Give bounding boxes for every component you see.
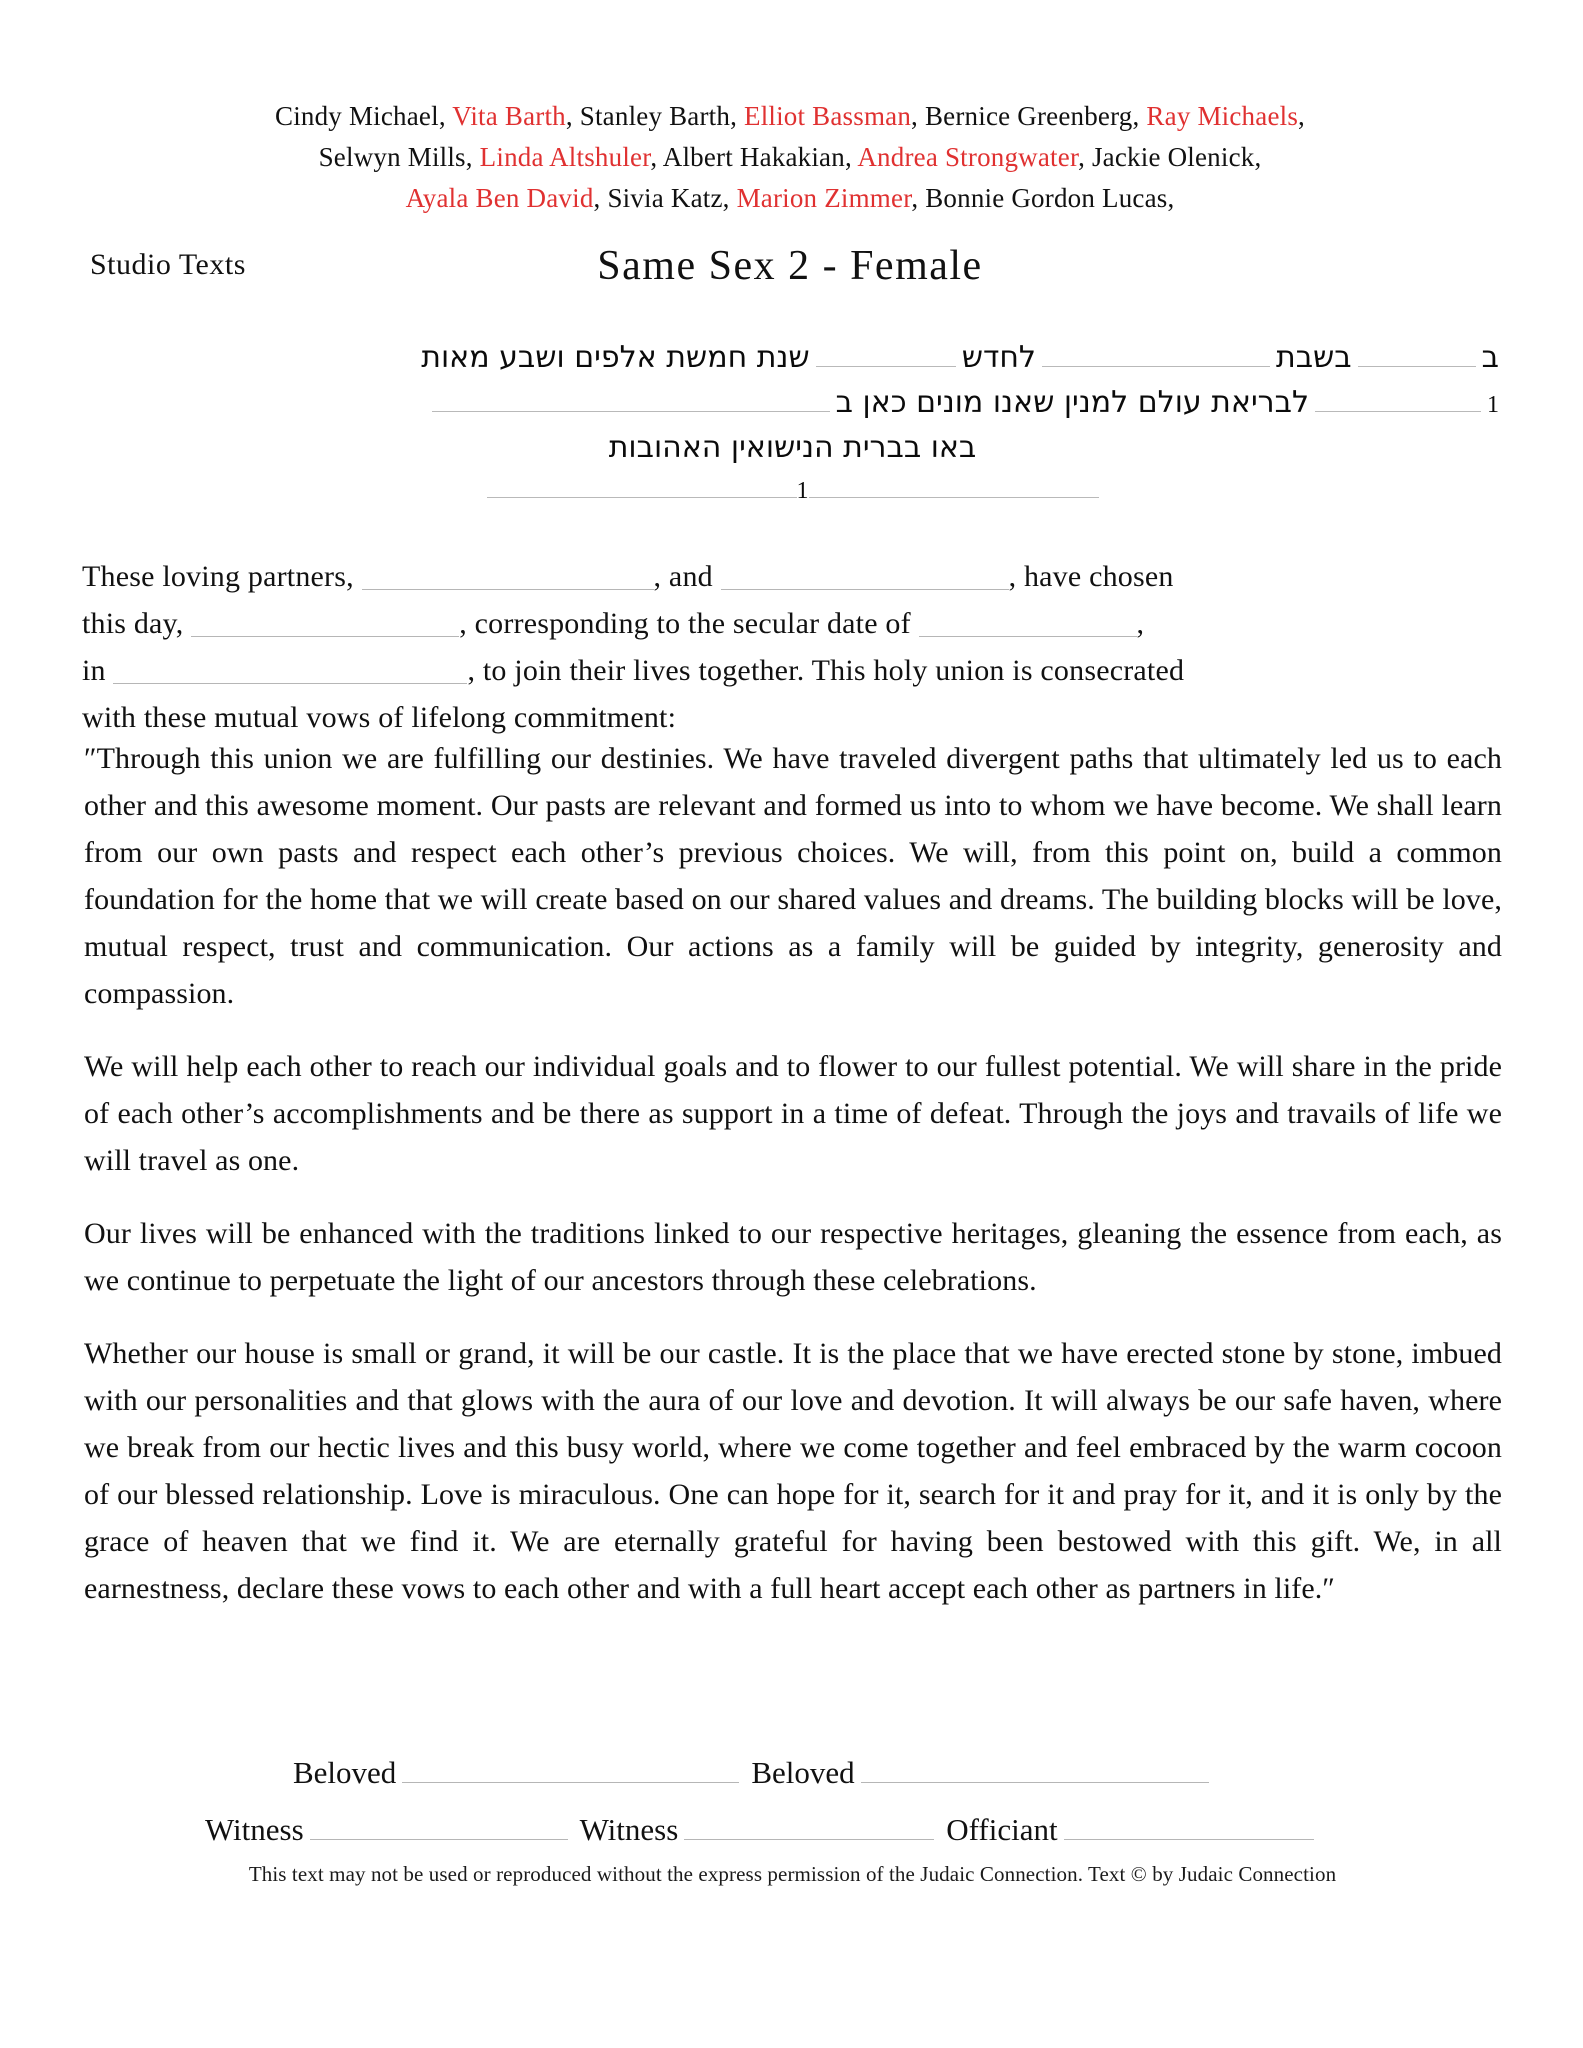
fill-text-secular-date: , corresponding to the secular date of: [459, 607, 911, 640]
hebrew-blank-names-right[interactable]: [809, 471, 1099, 498]
signature-label-officiant: Officiant: [946, 1812, 1058, 1847]
title-row: [80, 242, 1500, 302]
credit-separator: ,: [911, 101, 918, 131]
fill-line-3: [82, 647, 1502, 694]
credits-line-3: [80, 178, 1500, 219]
blank-partner-one[interactable]: [362, 559, 654, 590]
fill-text-this-day: this day,: [82, 607, 184, 640]
credit-name: Elliot Bassman: [744, 101, 912, 131]
vow-paragraph-4: Whether our house is small or grand, it will be our castle. It is the place that we have erected stone by stone, imbued with our personalities and that glows with the aura of our love and devotion. It will always be our safe haven, where we break from our hectic lives and this busy world, where we come together and feel embraced by the warm cocoon of our blessed relationship. Love is miraculous. One can hope for it, search for it and pray for it, and it is only by the grace of heaven that we find it. We are eternally grateful for having been bestowed with this gift. We, in all earnestness, declare these vows to each other and with a full heart accept each other as partners in life.″: [84, 1337, 1502, 1605]
fill-line-1: [82, 553, 1502, 600]
hebrew-word-beshabbat: בשבת: [1275, 340, 1352, 375]
credit-separator: ,: [844, 142, 852, 172]
hebrew-word-lachodesh: לחדש: [961, 340, 1036, 375]
vow-paragraph-3: Our lives will be enhanced with the traditions linked to our respective heritages, gleaning the essence from each, as we continue to perpetuate the light of our ancestors through these celebrations.: [84, 1217, 1502, 1297]
vow-paragraph-2: We will help each other to reach our individual goals and to flower to our fullest potential. We will share in the pride of each other’s accomplishments and be there as support in a time of defeat. Through the joys and travails of life we will travel as one.: [84, 1050, 1502, 1177]
hebrew-line-3: באו בברית הנישואין האהובות: [608, 430, 977, 465]
credit-separator: ,: [722, 183, 730, 213]
signature-line-witness-1[interactable]: [310, 1805, 568, 1840]
copyright-footer: This text may not be used or reproduced without the express permission of the Judaic Connection. Text © by Judaic Connection: [248, 1862, 1337, 1886]
hebrew-blank-names-left[interactable]: [487, 471, 797, 498]
credit-name: Bonnie Gordon Lucas: [925, 183, 1168, 213]
fill-line-4: [82, 694, 1502, 741]
hebrew-phrase-creation: לבריאת עולם למנין שאנו מונים כאן ב: [835, 385, 1309, 420]
blank-partner-two[interactable]: [721, 559, 1009, 590]
blank-secular-date[interactable]: [919, 606, 1137, 637]
credit-name: Linda Altshuler: [479, 142, 651, 172]
signature-label-beloved-2: Beloved: [751, 1755, 855, 1790]
blank-location[interactable]: [113, 653, 467, 684]
credit-name: Bernice Greenberg: [924, 101, 1133, 131]
hebrew-line2-marker: 1: [1487, 392, 1499, 418]
hebrew-blank-date[interactable]: [1042, 340, 1270, 367]
hebrew-blank-city[interactable]: [1315, 385, 1481, 412]
english-fill-in-block: [82, 553, 1502, 741]
hebrew-line-4: [80, 471, 1505, 505]
fill-line-2: [82, 600, 1502, 647]
hebrew-phrase-year: שנת חמשת אלפים ושבע מאות: [421, 340, 810, 375]
fill-text-vows-intro: with these mutual vows of lifelong commitment:: [82, 701, 677, 734]
signature-line-officiant[interactable]: [1064, 1805, 1314, 1840]
credit-name: Andrea Strongwater: [857, 142, 1079, 172]
credit-name: Jackie Olenick: [1091, 142, 1255, 172]
fill-text-comma: ,: [1136, 607, 1145, 640]
credit-name: Marion Zimmer: [736, 183, 912, 213]
credit-separator: ,: [593, 183, 601, 213]
artist-credits-list: [80, 96, 1500, 219]
hebrew-line4-marker: 1: [796, 478, 809, 504]
credits-line-2: [80, 137, 1500, 178]
fill-text-in: in: [82, 654, 106, 687]
signature-row-witness: [80, 1805, 1505, 1848]
hebrew-blank-day[interactable]: [1358, 340, 1476, 367]
hebrew-line-1: [80, 340, 1505, 375]
credit-separator: ,: [730, 101, 738, 131]
signature-label-beloved-1: Beloved: [293, 1755, 397, 1790]
fill-text-partners: These loving partners,: [82, 560, 354, 593]
blank-hebrew-date[interactable]: [191, 606, 459, 637]
credit-separator: ,: [465, 142, 473, 172]
hebrew-blank-month[interactable]: [816, 340, 956, 367]
credit-separator: ,: [1254, 142, 1262, 172]
fill-text-join-lives: , to join their lives together. This holy union is consecrated: [467, 654, 1185, 687]
credit-separator: ,: [438, 101, 446, 131]
credit-name: Ayala Ben David: [405, 183, 594, 213]
credit-separator: ,: [1298, 101, 1305, 131]
credit-name: Cindy Michael: [275, 101, 439, 131]
credit-separator: ,: [911, 183, 919, 213]
credit-separator: ,: [650, 142, 658, 172]
credit-separator: ,: [1167, 183, 1175, 213]
credit-name: Selwyn Mills: [318, 142, 466, 172]
credit-name: Stanley Barth: [579, 101, 731, 131]
credit-separator: ,: [1078, 142, 1086, 172]
signature-row-beloved: [80, 1748, 1505, 1791]
signature-line-witness-2[interactable]: [684, 1805, 934, 1840]
credit-separator: ,: [1132, 101, 1140, 131]
fill-text-have-chosen: , have chosen: [1008, 560, 1174, 593]
hebrew-word-bet: ב: [1481, 340, 1499, 375]
page-title: Same Sex 2 - Female: [597, 243, 983, 289]
vow-body-text: [84, 735, 1502, 1612]
hebrew-line-2: [80, 385, 1505, 420]
credit-name: Vita Barth: [452, 101, 566, 131]
signature-label-witness-2: Witness: [579, 1812, 679, 1847]
fill-text-and: , and: [653, 560, 713, 593]
signature-area: [80, 1748, 1505, 1848]
signature-line-beloved-2[interactable]: [861, 1748, 1209, 1783]
credits-line-1: [80, 96, 1500, 137]
credit-name: Albert Hakakian: [662, 142, 845, 172]
hebrew-blank-place[interactable]: [432, 385, 830, 412]
vow-paragraph-1: ″Through this union we are fulfilling our destinies. We have traveled divergent paths that ultimately led us to each other and this awesome moment. Our pasts are relevant and formed us into to whom we have become. We shall learn from our own pasts and respect each other’s previous choices. We will, from this point on, build a common foundation for the home that we will create based on our shared values and dreams. The building blocks will be love, mutual respect, trust and communication. Our actions as a family will be guided by integrity, generosity and compassion.: [84, 742, 1502, 1010]
credit-name: Sivia Katz: [607, 183, 723, 213]
signature-line-beloved-1[interactable]: [402, 1748, 739, 1783]
credit-separator: ,: [565, 101, 573, 131]
credit-name: Ray Michaels: [1146, 101, 1299, 131]
hebrew-text-block: [80, 340, 1505, 505]
signature-label-witness-1: Witness: [205, 1812, 304, 1847]
studio-texts-label: Studio Texts: [90, 248, 246, 281]
